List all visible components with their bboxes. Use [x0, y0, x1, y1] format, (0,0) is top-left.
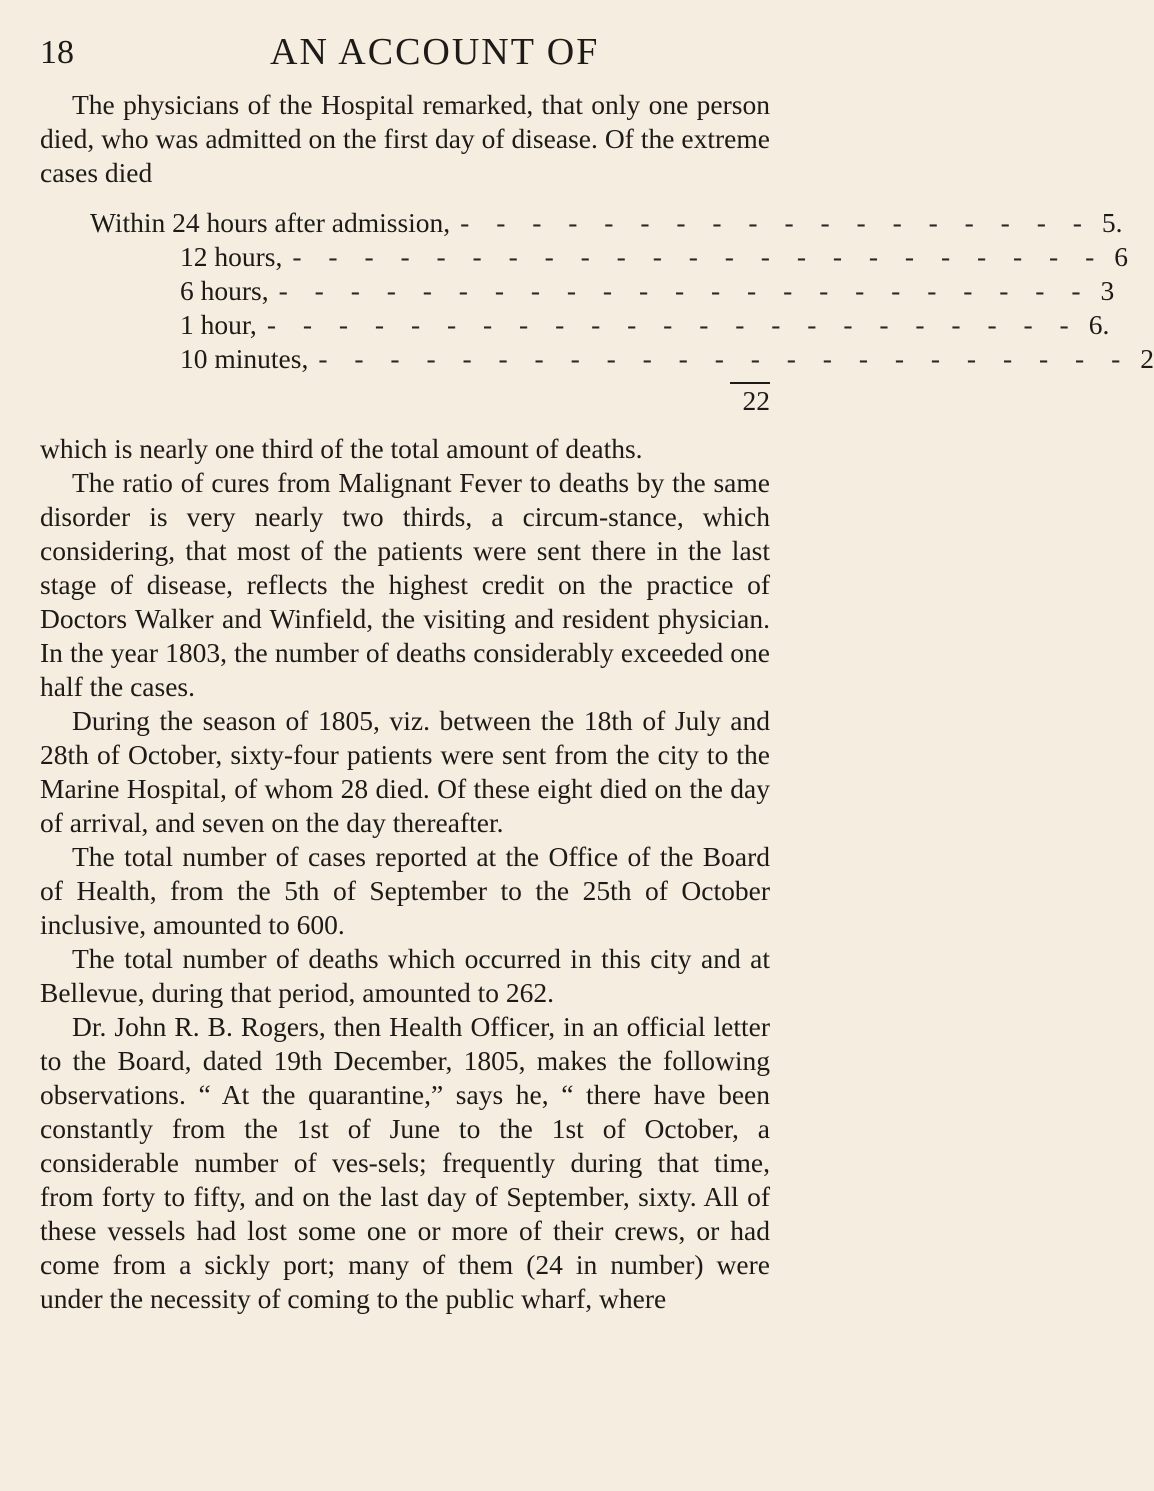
table-row: [40, 274, 1115, 308]
row-label: 10 minutes,: [180, 343, 309, 374]
row-value: 6: [1114, 241, 1129, 272]
table-row: [40, 240, 1129, 274]
page-body: [40, 88, 1154, 1316]
row-value: 5.: [1101, 207, 1123, 238]
dash-leader: - - - - - - - - - - - - - - - - - - - - - - -: [266, 309, 1079, 340]
intro-paragraph: The physicians of the Hospital remarked, that only one person died, who was admitted on the first day of disease. Of the extreme cases died: [40, 89, 770, 188]
table-row: [40, 206, 1123, 240]
row-label: 6 hours,: [180, 275, 269, 306]
row-value: 2: [1140, 343, 1154, 374]
table-row: [40, 308, 1110, 342]
row-label: 12 hours,: [180, 241, 283, 272]
dash-leader: - - - - - - - - - - - - - - - - - -: [460, 207, 1092, 238]
page-header: [40, 30, 760, 78]
paragraph: The total number of deaths which occurred in this city and at Bellevue, during that period, amounted to 262.: [40, 943, 770, 1008]
running-head: AN ACCOUNT OF: [270, 31, 600, 73]
row-label: 1 hour,: [180, 309, 257, 340]
dash-leader: - - - - - - - - - - - - - - - - - - - - - - -: [292, 241, 1105, 272]
paragraph: Dr. John R. B. Rogers, then Health Officer, in an official letter to the Board, dated 19th December, 1805, makes the following observations. “ At the quarantine,” says he, “ there have been constantly from the 1st of June to the 1st of October, a considerable number of ves-sels; frequently during that time, from forty to fifty, and on the last day of September, sixty. All of these vessels had lost some one or more of their crews, or had come from a sickly port; many of them (24 in number) were under the necessity of coming to the public wharf, where: [40, 1011, 770, 1314]
table-total: 22: [742, 385, 770, 416]
paragraph: which is nearly one third of the total amount of deaths.: [40, 433, 643, 464]
row-value: 3: [1100, 275, 1115, 306]
dash-leader: - - - - - - - - - - - - - - - - - - - - - - -: [318, 343, 1131, 374]
paragraph: The total number of cases reported at the Office of the Board of Health, from the 5th of September to the 25th of October inclusive, amounted to 600.: [40, 841, 770, 940]
row-value: 6.: [1088, 309, 1110, 340]
table-total-row: [40, 384, 770, 418]
page-number: 18: [40, 34, 74, 71]
paragraph: The ratio of cures from Malignant Fever to deaths by the same disorder is very nearly two thirds, a circum-stance, which considering, that most of the patients were sent there in the last stage of disease, reflects the highest credit on the practice of Doctors Walker and Winfield, the visiting and resident physician. In the year 1803, the number of deaths considerably exceeded one half the cases.: [40, 467, 770, 702]
table-row: [40, 342, 1154, 376]
dash-leader: - - - - - - - - - - - - - - - - - - - - - - -: [278, 275, 1091, 306]
row-label: Within 24 hours after admission,: [90, 207, 451, 238]
paragraph: During the season of 1805, viz. between the 18th of July and 28th of October, sixty-four patients were sent from the city to the Marine Hospital, of whom 28 died. Of these eight died on the day of arrival, and seven on the day thereafter.: [40, 705, 770, 838]
deaths-table: [40, 206, 1154, 418]
